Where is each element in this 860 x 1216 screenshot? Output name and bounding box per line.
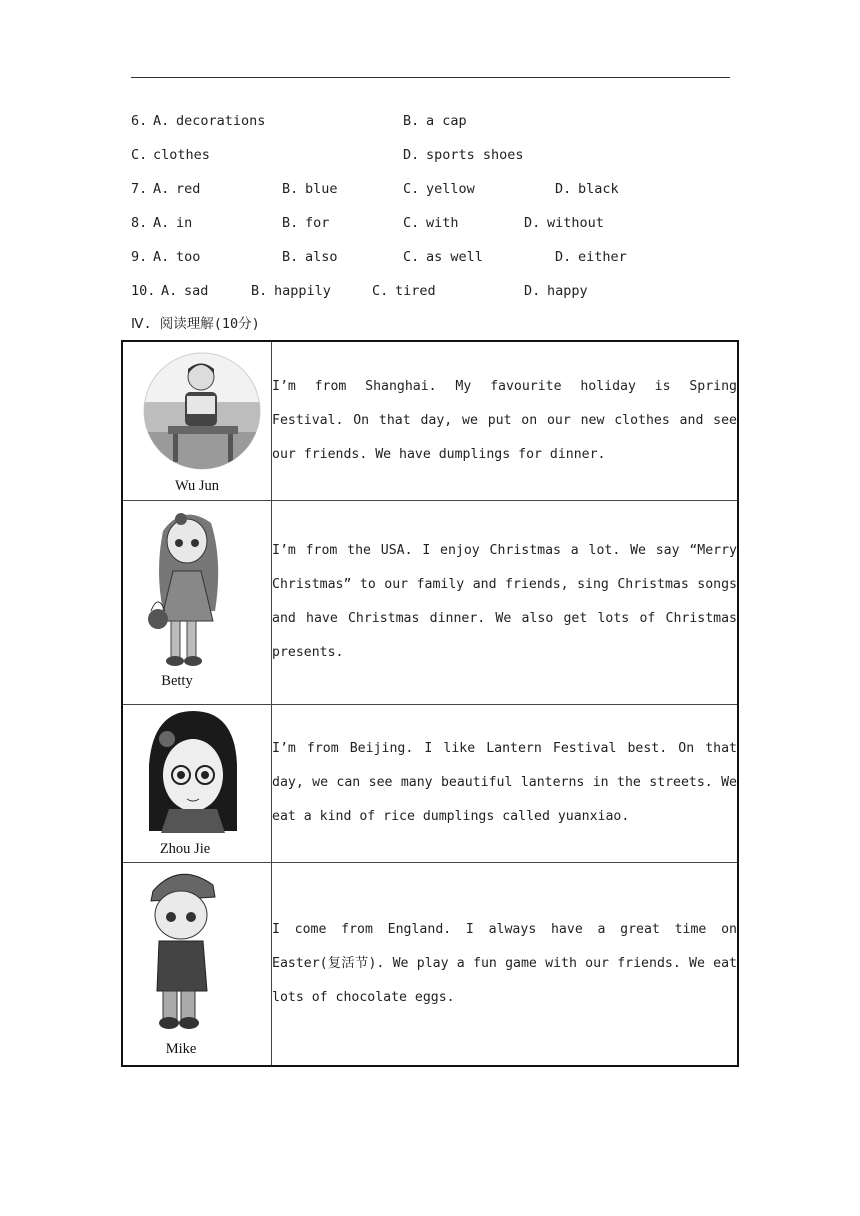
passage-text: I’m from the USA. I enjoy Christmas a lot. We say “Merry Christmas” to our family and friends, sing Christmas songs and have Christmas dinner. We also get lots of Christmas presents. — [272, 500, 739, 704]
option-text: red — [176, 181, 201, 197]
option-letter: A. — [153, 249, 170, 265]
option-text: decorations — [176, 113, 266, 129]
option-letter: A. — [153, 113, 170, 129]
option-text: blue — [305, 181, 338, 197]
question-6-line-2 — [0, 145, 860, 165]
option-letter: D. — [555, 181, 572, 197]
boy-with-cap-icon — [123, 863, 271, 1065]
betty-portrait — [123, 501, 271, 703]
option-letter: D. — [403, 147, 420, 163]
option-text: black — [578, 181, 619, 197]
question-number: 8. — [131, 215, 148, 231]
question-10-line — [0, 281, 860, 301]
portrait-cell — [122, 341, 272, 500]
character-name: Zhou Jie — [159, 841, 211, 857]
boy-reading-icon — [123, 342, 271, 499]
option-letter: B. — [282, 249, 299, 265]
option-letter: B. — [282, 215, 299, 231]
option-letter: D. — [524, 283, 541, 299]
option-letter: A. — [161, 283, 178, 299]
option-text: too — [176, 249, 201, 265]
option-text: happily — [274, 283, 331, 299]
question-6-line-1 — [0, 111, 860, 131]
passage-text: I’m from Beijing. I like Lantern Festival best. On that day, we can see many beautiful lanterns in the streets. We eat a kind of rice dumplings called yuanxiao. — [272, 704, 739, 862]
option-text: happy — [547, 283, 588, 299]
question-number: 9. — [131, 249, 148, 265]
character-name: Betty — [161, 673, 193, 689]
portrait-cell — [122, 500, 272, 704]
option-letter: C. — [131, 147, 148, 163]
reading-row-zhou-jie — [122, 704, 738, 862]
section-title: Ⅳ. 阅读理解(10分) — [131, 316, 260, 332]
reading-row-mike — [122, 862, 738, 1066]
option-text: sports shoes — [426, 147, 524, 163]
wu-jun-portrait — [123, 342, 271, 499]
option-letter: B. — [282, 181, 299, 197]
character-name: Mike — [165, 1040, 197, 1057]
question-number: 6. — [131, 113, 148, 129]
reading-row-betty — [122, 500, 738, 704]
option-text: in — [176, 215, 193, 231]
option-letter: B. — [251, 283, 268, 299]
option-text: as well — [426, 249, 483, 265]
passage-text: I come from England. I always have a great time on Easter(复活节). We play a fun game with our friends. We eat lots of chocolate eggs. — [272, 862, 739, 1066]
option-text: with — [426, 215, 459, 231]
option-text: tired — [395, 283, 436, 299]
header-rule — [131, 77, 730, 78]
question-9-line — [0, 247, 860, 267]
option-letter: B. — [403, 113, 420, 129]
passage-text: I’m from Shanghai. My favourite holiday is Spring Festival. On that day, we put on our new clothes and see our friends. We have dumplings for dinner. — [272, 341, 739, 500]
question-7-line — [0, 179, 860, 199]
option-text: also — [305, 249, 338, 265]
option-letter: C. — [403, 249, 420, 265]
option-text: without — [547, 215, 604, 231]
option-letter: D. — [555, 249, 572, 265]
mike-portrait — [123, 863, 271, 1065]
option-text: yellow — [426, 181, 475, 197]
option-letter: A. — [153, 215, 170, 231]
option-letter: A. — [153, 181, 170, 197]
zhou-jie-portrait — [123, 705, 271, 861]
option-letter: C. — [372, 283, 389, 299]
question-number: 7. — [131, 181, 148, 197]
option-letter: D. — [524, 215, 541, 231]
option-letter: C. — [403, 215, 420, 231]
option-text: clothes — [153, 147, 210, 163]
option-text: a cap — [426, 113, 467, 129]
option-letter: C. — [403, 181, 420, 197]
character-name: Wu Jun — [174, 478, 220, 495]
question-number: 10. — [131, 283, 156, 299]
reading-table — [121, 340, 739, 1067]
reading-row-wu-jun — [122, 341, 738, 500]
option-text: either — [578, 249, 627, 265]
option-text: sad — [184, 283, 209, 299]
portrait-cell — [122, 704, 272, 862]
portrait-cell — [122, 862, 272, 1066]
girl-with-glasses-icon — [123, 705, 271, 861]
question-8-line — [0, 213, 860, 233]
option-text: for — [305, 215, 330, 231]
